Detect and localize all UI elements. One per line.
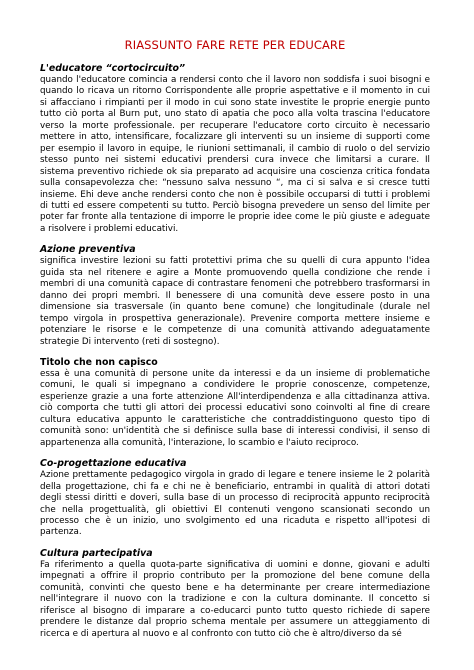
section-heading: Titolo che non capisco xyxy=(40,356,158,368)
section-paragraph: significa investire lezioni su fatti protettivi prima che su quelli di cura appunto l'idea guida sta nel ritenere e agire a Monte promuovendo quella condizione che rende i membri di una comunità capace di contrastare fenomeni che potrebbero trasformarsi in danno dei propri membri. Il benessere di una comunità deve essere posto in una dimensione sia trasversale (in quanto bene comune) che longitudinale (durale nel tempo virgola in prospettiva generazionale). Prevenire comporta mettere insieme e potenziare le risorse e le competenze di una comunità attivando adeguatamente strategie Di intervento (reti di sostegno). xyxy=(40,256,430,347)
section-paragraph: Azione prettamente pedagogico virgola in grado di legare e tenere insieme le 2 polarità della progettazione, chi fa e chi ne è beneficiario, entrambi in qualità di attori dotati degli stessi diritti e doveri, sulla base di un processo di reciprocità appunto reciprocità che nella progettualità, gli obiettivi El contenuti vengono scansionati secondo un processo che è un inizio, uno svolgimento ed una ricaduta e rispetto all'ipotesi di partenza. xyxy=(40,470,430,538)
section-cultura-partecipativa xyxy=(40,548,430,640)
document-title: RIASSUNTO FARE RETE PER EDUCARE xyxy=(124,38,346,52)
document-page xyxy=(40,38,430,640)
section-heading: Cultura partecipativa xyxy=(40,547,153,559)
section-paragraph: quando l'educatore comincia a rendersi conto che il lavoro non soddisfa i suoi bisogni e quando lo ricava un ritorno Corrispondente alle proprie aspettative e il momento in cui si affacciano i rimpianti per il modo in cui sono state investite le proprie energie punto tutto ciò porta al Burn put, uno stato di apatia che poco alla volta trascina l'educatore verso la morte professionale. per recuperare l'educatore corto circuito è necessario mettere in atto, intensificare, focalizzare gli interventi su un insieme di supporti come per esempio il lavoro in equipe, le riunioni settimanali, il cambio di ruolo o del servizio stesso punto nei sistemi educativi prendersi cura invece che limitarsi a curare. Il sistema preventivo richiede ok sia preparato ad acquisire una coscienza critica fondata sulla consapevolezza che: “nessuno salva nessuno “, ma ci si salva e si cresce tutti insieme. Ehi deve anche rendersi conto che non è possibile occuparsi di tutti i problemi di tutti ed essere competenti su tutto. Perciò bisogna prevedere un senso del limite per poter far fronte alla tentazione di imporre le proprie idee come le più giuste e adeguate a risolvere i problemi educativi. xyxy=(40,75,430,234)
section-paragraph: Fa riferimento a quella quota-parte significativa di uomini e donne, giovani e adulti impegnati a offrire il proprio contributo per la promozione del bene comune della comunità, convinti che questo bene e ha determinante per creare intermediazione nell'integrare il nuovo con la tradizione e con la cultura dominante. Il concetto si riferisce al bisogno di imparare a co-educarci punto tutto questo richiede di sapere prendere le distanze dal proprio schema mentale per assumere un atteggiamento di ricerca e di apertura al nuovo e al confronto con tutto ciò che è altro/diverso da sé xyxy=(40,559,430,639)
section-heading: L'educatore “cortocircuito” xyxy=(40,63,186,74)
section-co-progettazione-educativa xyxy=(40,458,430,539)
section-heading: Co-progettazione educativa xyxy=(40,458,187,470)
section-heading: Azione preventiva xyxy=(40,244,136,256)
section-titolo-che-non-capisco xyxy=(40,357,430,449)
section-educatore-cortocircuito xyxy=(40,63,430,235)
section-paragraph: essa è una comunità di persone unite da interessi e da un insieme di problematiche comuni, le quali si impegnano a condividere le proprie conoscenze, competenze, esperienze grazie a una forte attenzione All'interdipendenza e alla cittadinanza attiva. ciò comporta che tutti gli attori dei processi educativi sono coinvolti al fine di creare cultura educativa appunto le caratteristiche che contraddistinguono questo tipo di comunità sono: un'identità che si definisce sulla base di interessi condivisi, il senso di appartenenza alla comunità, l'interazione, lo scambio e l'aiuto reciproco. xyxy=(40,368,430,448)
section-azione-preventiva xyxy=(40,244,430,348)
